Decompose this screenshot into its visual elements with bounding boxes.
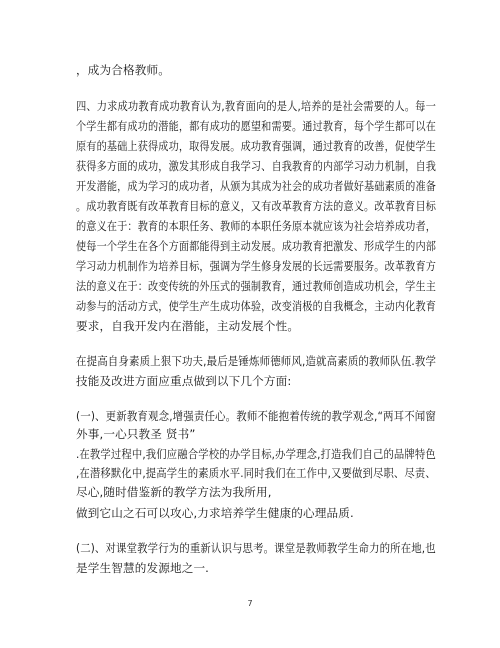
paragraph-line: 动参与的活动方式，使学生产生成功体验，改变消极的自我概念，主动内化教育 bbox=[76, 299, 437, 313]
paragraph-line: ,在潜移默化中,提高学生的素质水平.同时我们在工作中,又要做到尽职、尽责、 bbox=[76, 466, 436, 480]
paragraph-line: 。成功教育既有改革教育目标的意义，又有改革教育方法的意义。改革教育目标 bbox=[76, 199, 437, 213]
paragraph-line: 个学生都有成功的潜能，都有成功的愿望和需要。通过教育，每个学生都可以在 bbox=[76, 119, 437, 133]
paragraph-line: 开发潜能，成为学习的成功者，从颁为其成为社会的成功者做好基础素质的准备 bbox=[76, 179, 437, 193]
paragraph-line: 外事,一心只教圣 贤书” bbox=[76, 427, 196, 441]
paragraph-line: ，成为合格教师。 bbox=[76, 63, 170, 77]
paragraph-line: .在教学过程中,我们应融合学校的办学目标,办学理念,打造我们自己的品牌特色 bbox=[76, 447, 436, 461]
paragraph-line: 的意义在于：教育的本职任务、教师的本职任务原本就应该为社会培养成功者， bbox=[76, 219, 437, 233]
paragraph-line: 尽心,随时借鉴新的教学方法为我所用, bbox=[76, 485, 272, 499]
paragraph-line: 法的意义在于：改变传统的外压式的强制教育，通过教师创造成功机会，学生主 bbox=[76, 279, 437, 293]
page-number: 7 bbox=[247, 599, 253, 608]
paragraph-line: 四、力求成功教育成功教育认为,教育面向的是人,培养的是社会需要的人。每一 bbox=[76, 99, 436, 113]
paragraph-line: (一)、更新教育观念,增强责任心。教师不能抱着传统的教学观念,“两耳不闻窗 bbox=[76, 409, 437, 423]
paragraph-line: 要求，自我开发内在潜能，主动发展个性。 bbox=[76, 319, 300, 333]
paragraph-line: 原有的基础上获得成功，取得发展。成功教育强调，通过教育的改善，促使学生 bbox=[76, 139, 437, 153]
paragraph-line: 做到它山之石可以攻心,力求培养学生健康的心理品质. bbox=[76, 506, 354, 520]
paragraph-line: (二)、对课堂教学行为的重新认识与思考。课堂是教师教学生命力的所在地,也 bbox=[76, 541, 436, 555]
paragraph-line: 获得多方面的成功，激发其形成自我学习、自我教育的内部学习动力机制，自我 bbox=[76, 159, 437, 173]
paragraph-line: 在提高自身素质上狠下功夫,最后是锤炼师德师风,造就高素质的教师队伍.教学 bbox=[76, 354, 437, 368]
paragraph-line: 学习动力机制作为培养目标，强调为学生修身发展的长远需要服务。改革教育方 bbox=[76, 259, 437, 273]
paragraph-line: 技能及改进方面应重点做到以下几个方面: bbox=[76, 374, 292, 388]
paragraph-line: 是学生智慧的发源地之一. bbox=[76, 561, 210, 575]
paragraph-line: 使每一个学生在各个方面都能得到主动发展。成功教育把激发、形成学生的内部 bbox=[76, 239, 437, 253]
